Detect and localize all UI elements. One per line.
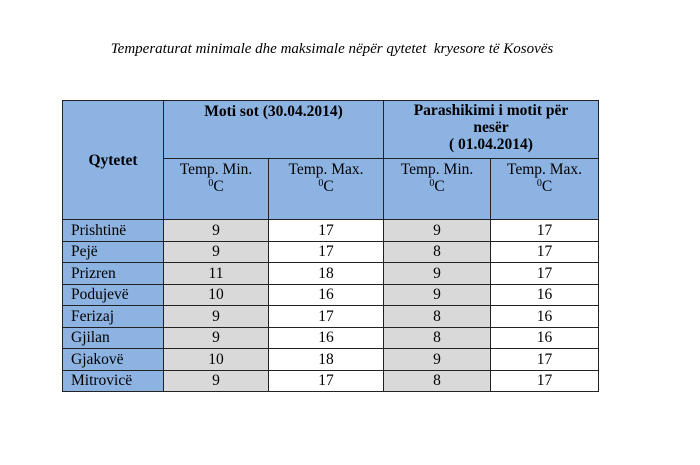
city-column-header: Qytetet	[63, 101, 164, 220]
tomorrow-min-cell: 9	[384, 220, 491, 242]
forecast-header-line-3: ( 01.04.2014)	[449, 136, 533, 153]
today-min-cell: 9	[164, 306, 269, 328]
tomorrow-min-cell: 8	[384, 327, 491, 349]
city-cell: Mitrovicë	[63, 370, 164, 392]
table-row	[63, 327, 599, 349]
today-max-cell: 18	[269, 263, 384, 285]
today-max-cell: 17	[269, 306, 384, 328]
tomorrow-min-cell: 9	[384, 263, 491, 285]
tomorrow-max-cell: 17	[491, 220, 599, 242]
city-cell: Prishtinë	[63, 220, 164, 242]
today-min-cell: 9	[164, 241, 269, 263]
tomorrow-max-header	[491, 159, 599, 220]
table-row	[63, 263, 599, 285]
today-max-cell: 16	[269, 284, 384, 306]
city-cell: Gjilan	[63, 327, 164, 349]
today-max-header	[269, 159, 384, 220]
tomorrow-max-unit: $^0$C	[536, 178, 553, 195]
tomorrow-max-cell: 16	[491, 306, 599, 328]
tomorrow-min-cell: 9	[384, 284, 491, 306]
tomorrow-max-cell: 17	[491, 349, 599, 371]
tomorrow-max-cell: 17	[491, 241, 599, 263]
tomorrow-max-cell: 17	[491, 263, 599, 285]
tomorrow-max-cell: 17	[491, 370, 599, 392]
today-min-label: Temp. Min.	[179, 161, 253, 178]
forecast-group-header	[384, 101, 599, 159]
tomorrow-min-header	[384, 159, 491, 220]
today-group-header: Moti sot (30.04.2014)	[164, 101, 384, 159]
today-min-cell: 9	[164, 327, 269, 349]
tomorrow-min-unit: $^0$C	[429, 178, 445, 195]
forecast-header-line-1: Parashikimi i motit për	[413, 102, 569, 119]
tomorrow-max-cell: 16	[491, 284, 599, 306]
table-row	[63, 284, 599, 306]
header-row-main	[63, 101, 599, 159]
city-cell: Gjakovë	[63, 349, 164, 371]
today-min-unit: $^0$C	[208, 178, 224, 195]
temperature-table	[62, 100, 599, 392]
tomorrow-min-cell: 9	[384, 349, 491, 371]
today-max-cell: 17	[269, 370, 384, 392]
tomorrow-min-label: Temp. Min.	[400, 161, 474, 178]
today-min-cell: 11	[164, 263, 269, 285]
table-row	[63, 306, 599, 328]
table-row	[63, 241, 599, 263]
tomorrow-max-cell: 16	[491, 327, 599, 349]
table-row	[63, 349, 599, 371]
today-max-cell: 16	[269, 327, 384, 349]
today-max-cell: 17	[269, 241, 384, 263]
today-min-cell: 10	[164, 284, 269, 306]
table-row	[63, 370, 599, 392]
tomorrow-min-cell: 8	[384, 306, 491, 328]
today-min-cell: 10	[164, 349, 269, 371]
tomorrow-min-cell: 8	[384, 241, 491, 263]
today-max-cell: 17	[269, 220, 384, 242]
city-cell: Podujevë	[63, 284, 164, 306]
table-row	[63, 220, 599, 242]
city-cell: Prizren	[63, 263, 164, 285]
today-max-cell: 18	[269, 349, 384, 371]
city-cell: Pejë	[63, 241, 164, 263]
forecast-header-line-2: nesër	[473, 119, 509, 136]
today-max-label: Temp. Max.	[288, 161, 364, 178]
today-max-unit: $^0$C	[318, 178, 334, 195]
today-min-cell: 9	[164, 370, 269, 392]
tomorrow-max-label: Temp. Max.	[506, 161, 583, 178]
document-title: Temperaturat minimale dhe maksimale nëpër qytetet kryesore të Kosovës	[110, 41, 554, 57]
today-min-header	[164, 159, 269, 220]
today-min-cell: 9	[164, 220, 269, 242]
tomorrow-min-cell: 8	[384, 370, 491, 392]
city-cell: Ferizaj	[63, 306, 164, 328]
